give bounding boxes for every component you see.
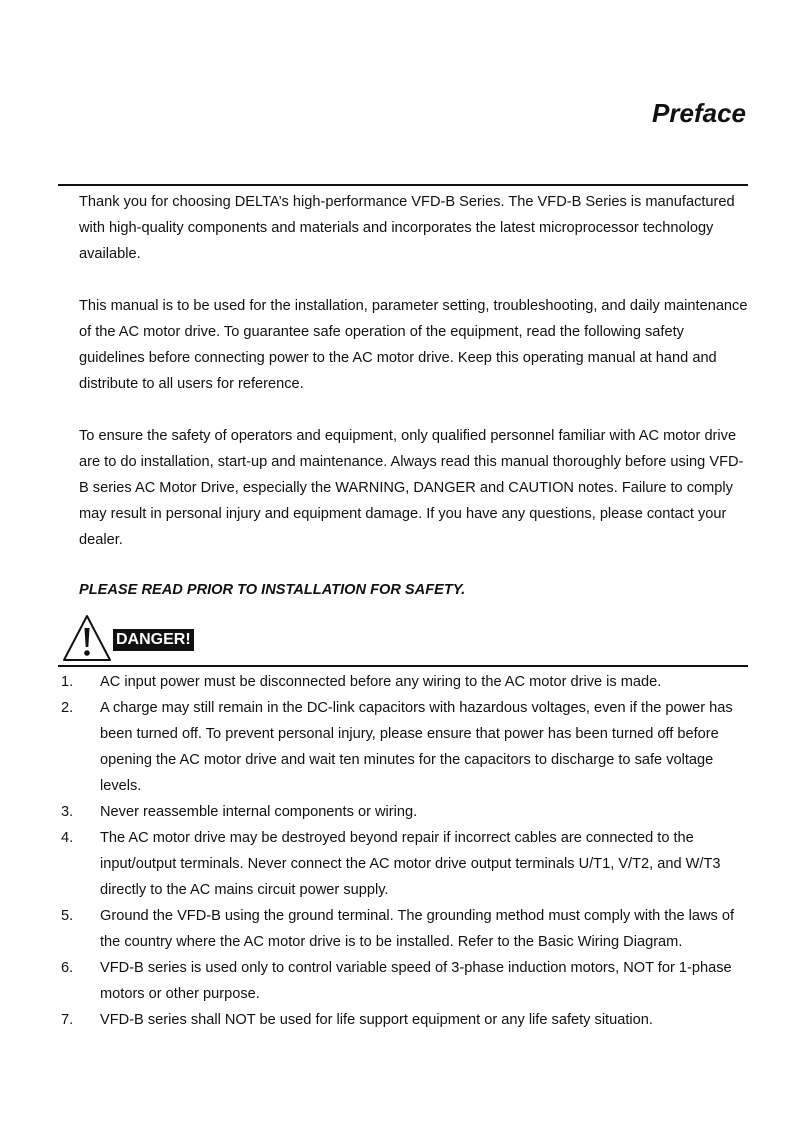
list-item-text: VFD-B series shall NOT be used for life support equipment or any life safety situation. [100,1012,653,1028]
list-item [58,799,748,825]
page-title: Preface [652,98,746,128]
list-item [58,1007,748,1033]
list-item-text: VFD-B series is used only to control variable speed of 3-phase induction motors, NOT for 1-phase motors or other purpose. [100,960,732,1002]
list-item-number: 2. [61,700,74,716]
danger-list [58,669,748,1033]
list-item-number: 5. [61,908,74,924]
list-item-text: AC input power must be disconnected before any wiring to the AC motor drive is made. [100,674,662,690]
danger-divider [58,665,748,667]
list-item-text: The AC motor drive may be destroyed beyond repair if incorrect cables are connected to the input/output terminals. Never connect the AC motor drive output terminals U/T1, V/T2, and W/T3 directly to the AC mains circuit power supply. [100,830,721,898]
intro-paragraph: Thank you for choosing DELTA’s high-performance VFD-B Series. The VFD-B Series is manufactured with high-quality components and materials and incorporates the latest microprocessor technology available. [79,194,735,262]
safety-heading: PLEASE READ PRIOR TO INSTALLATION FOR SAFETY. [79,582,466,598]
list-item-number: 1. [61,674,74,690]
intro-paragraph: To ensure the safety of operators and equipment, only qualified personnel familiar with AC motor drive are to do installation, start-up and maintenance. Always read this manual thoroughly before using VFD-B series AC Motor Drive, especially the WARNING, DANGER and CAUTION notes. Failure to comply may result in personal injury and equipment damage. If you have any questions, please contact your dealer. [79,428,744,548]
list-item-number: 6. [61,960,74,976]
list-item [58,903,748,955]
list-item-number: 3. [61,804,74,820]
list-item-text: Ground the VFD-B using the ground terminal. The grounding method must comply with the laws of the country where the AC motor drive is to be installed. Refer to the Basic Wiring Diagram. [100,908,735,950]
list-item [58,669,748,695]
header-divider [58,184,748,186]
list-item-number: 7. [61,1012,74,1028]
list-item [58,825,748,903]
list-item-text: A charge may still remain in the DC-link capacitors with hazardous voltages, even if the power has been turned off. To prevent personal injury, please ensure that power has been turned off before opening the AC motor drive and wait ten minutes for the capacitors to discharge to safe voltage levels. [100,700,733,794]
danger-label: DANGER! [113,629,194,651]
list-item-text: Never reassemble internal components or wiring. [100,804,418,820]
intro-paragraph: This manual is to be used for the installation, parameter setting, troubleshooting, and daily maintenance of the AC motor drive. To guarantee safe operation of the equipment, read the following safety guidelines before connecting power to the AC motor drive. Keep this operating manual at hand and distribute to all users for reference. [79,298,748,392]
list-item-number: 4. [61,830,74,846]
list-item [58,955,748,1007]
warning-triangle-icon [62,614,112,662]
list-item [58,695,748,799]
